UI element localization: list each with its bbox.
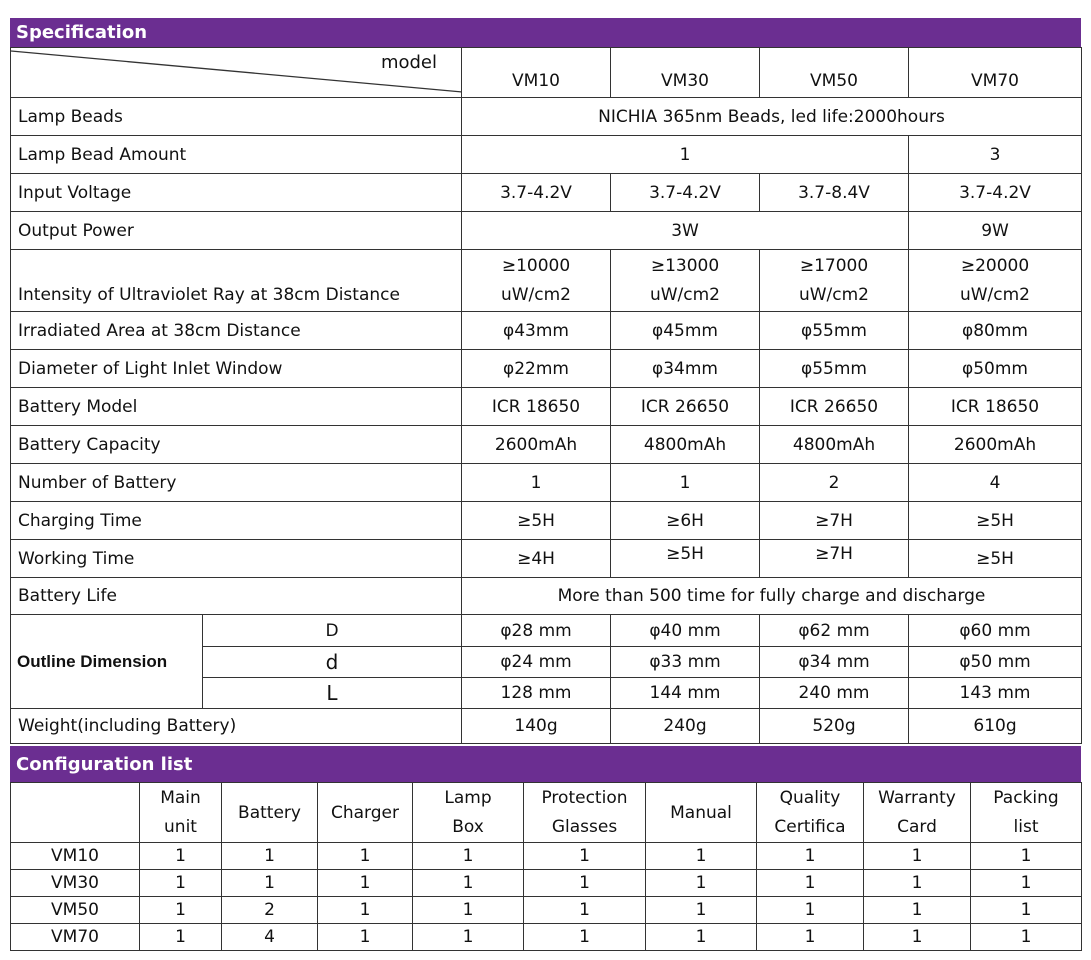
row-weight: [11, 709, 1082, 744]
row-window-diameter: [11, 350, 1082, 388]
label-lamp-beads: Lamp Beads: [11, 98, 462, 136]
config-value-cell: 1: [757, 897, 864, 924]
config-value-cell: 4: [222, 924, 318, 951]
value-cell: 4800mAh: [760, 426, 909, 464]
value-battery-life: More than 500 time for fully charge and discharge: [462, 578, 1082, 615]
spec-header-row: [11, 48, 1082, 98]
value-cell: φ80mm: [909, 312, 1082, 350]
header-line: Warranty: [878, 787, 956, 808]
header-line: unit: [164, 816, 197, 837]
config-value-cell: 1: [318, 843, 413, 870]
config-value-cell: 1: [646, 843, 757, 870]
value-cell: φ50 mm: [909, 647, 1082, 678]
label-intensity: Intensity of Ultraviolet Ray at 38cm Distance: [11, 250, 462, 312]
header-line: Certifica: [774, 816, 846, 837]
config-header-blank: [11, 783, 140, 843]
config-value-cell: 1: [971, 924, 1082, 951]
intensity-value: ≥13000: [650, 255, 720, 276]
row-outline-D: [11, 615, 1082, 647]
value-cell: φ50mm: [909, 350, 1082, 388]
value-cell: 3.7-4.2V: [611, 174, 760, 212]
value-cell: ≥5H: [909, 540, 1082, 578]
config-header-battery: Battery: [222, 783, 318, 843]
config-header-quality-certificate: [757, 783, 864, 843]
label-outline-d: d: [203, 647, 462, 678]
value-cell: φ55mm: [760, 312, 909, 350]
config-value-cell: 1: [413, 897, 524, 924]
value-cell: φ55mm: [760, 350, 909, 388]
value-cell: 3.7-4.2V: [909, 174, 1082, 212]
config-value-cell: 1: [318, 924, 413, 951]
row-output-power: [11, 212, 1082, 250]
row-battery-capacity: [11, 426, 1082, 464]
config-value-cell: 1: [318, 870, 413, 897]
config-header-warranty-card: [864, 783, 971, 843]
config-value-cell: 1: [646, 870, 757, 897]
value-cell: φ24 mm: [462, 647, 611, 678]
config-value-cell: 1: [140, 870, 222, 897]
intensity-unit: uW/cm2: [798, 284, 870, 305]
value-cell: ICR 18650: [909, 388, 1082, 426]
value-cell: 3.7-8.4V: [760, 174, 909, 212]
config-value-cell: 1: [646, 897, 757, 924]
config-value-cell: 1: [971, 843, 1082, 870]
header-line: Card: [897, 816, 937, 837]
config-value-cell: 1: [318, 897, 413, 924]
config-model-cell: VM50: [11, 897, 140, 924]
value-cell: ICR 26650: [760, 388, 909, 426]
model-header-vm70: VM70: [909, 48, 1082, 98]
config-value-cell: 1: [524, 897, 646, 924]
value-cell: 143 mm: [909, 678, 1082, 709]
value-cell: ≥6H: [611, 502, 760, 540]
label-working-time: Working Time: [11, 540, 462, 578]
header-line: Lamp: [444, 787, 492, 808]
label-battery-life: Battery Life: [11, 578, 462, 615]
config-value-cell: 1: [413, 924, 524, 951]
value-lamp-bead-amount-vm10-50: 1: [462, 136, 909, 174]
value-cell: ≥5H: [611, 540, 760, 578]
value-cell: 520g: [760, 709, 909, 744]
config-value-cell: 2: [222, 897, 318, 924]
value-cell: ≥4H: [462, 540, 611, 578]
config-value-cell: 1: [524, 843, 646, 870]
table-row: [11, 897, 1082, 924]
label-irradiated-area: Irradiated Area at 38cm Distance: [11, 312, 462, 350]
value-cell: ICR 26650: [611, 388, 760, 426]
intensity-value: ≥10000: [501, 255, 571, 276]
row-lamp-beads: [11, 98, 1082, 136]
row-working-time: [11, 540, 1082, 578]
config-header-packing-list: [971, 783, 1082, 843]
value-cell: φ22mm: [462, 350, 611, 388]
header-line: Main: [160, 787, 201, 808]
intensity-value: ≥17000: [799, 255, 869, 276]
value-cell: [909, 250, 1082, 312]
config-value-cell: 1: [222, 870, 318, 897]
model-diagonal-header: [11, 48, 462, 98]
table-row: [11, 870, 1082, 897]
label-charging-time: Charging Time: [11, 502, 462, 540]
label-input-voltage: Input Voltage: [11, 174, 462, 212]
config-value-cell: 1: [413, 843, 524, 870]
config-header-row: [11, 783, 1082, 843]
value-cell: 1: [462, 464, 611, 502]
value-cell: φ45mm: [611, 312, 760, 350]
config-value-cell: 1: [646, 924, 757, 951]
value-cell: 4: [909, 464, 1082, 502]
config-value-cell: 1: [864, 843, 971, 870]
label-outline-D: D: [203, 615, 462, 647]
row-charging-time: [11, 502, 1082, 540]
row-battery-life: [11, 578, 1082, 615]
value-cell: 140g: [462, 709, 611, 744]
config-value-cell: 1: [864, 897, 971, 924]
value-cell: φ34 mm: [760, 647, 909, 678]
config-value-cell: 1: [757, 843, 864, 870]
config-header-lamp-box: [413, 783, 524, 843]
configuration-table: [10, 782, 1082, 951]
value-lamp-bead-amount-vm70: 3: [909, 136, 1082, 174]
value-cell: φ33 mm: [611, 647, 760, 678]
label-battery-capacity: Battery Capacity: [11, 426, 462, 464]
value-cell: 610g: [909, 709, 1082, 744]
config-header-manual: Manual: [646, 783, 757, 843]
specification-title: Specification: [16, 22, 148, 43]
value-cell: φ34mm: [611, 350, 760, 388]
value-output-power-vm10-50: 3W: [462, 212, 909, 250]
config-header-protection-glasses: [524, 783, 646, 843]
header-line: Quality: [779, 787, 841, 808]
value-cell: 4800mAh: [611, 426, 760, 464]
config-value-cell: 1: [222, 843, 318, 870]
value-output-power-vm70: 9W: [909, 212, 1082, 250]
value-cell: 2600mAh: [909, 426, 1082, 464]
specification-banner: [10, 18, 1081, 47]
value-cell: ICR 18650: [462, 388, 611, 426]
row-battery-model: [11, 388, 1082, 426]
value-cell: φ28 mm: [462, 615, 611, 647]
value-cell: 2600mAh: [462, 426, 611, 464]
model-header-vm50: VM50: [760, 48, 909, 98]
config-value-cell: 1: [140, 843, 222, 870]
value-cell: φ43mm: [462, 312, 611, 350]
value-cell: 240 mm: [760, 678, 909, 709]
row-irradiated-area: [11, 312, 1082, 350]
value-cell: 1: [611, 464, 760, 502]
label-weight: Weight(including Battery): [11, 709, 462, 744]
row-input-voltage: [11, 174, 1082, 212]
config-value-cell: 1: [971, 870, 1082, 897]
value-cell: 240g: [611, 709, 760, 744]
row-battery-number: [11, 464, 1082, 502]
value-cell: [462, 250, 611, 312]
config-value-cell: 1: [757, 924, 864, 951]
label-battery-model: Battery Model: [11, 388, 462, 426]
label-lamp-bead-amount: Lamp Bead Amount: [11, 136, 462, 174]
config-value-cell: 1: [757, 870, 864, 897]
configuration-title: Configuration list: [16, 754, 193, 775]
row-lamp-bead-amount: [11, 136, 1082, 174]
value-cell: φ40 mm: [611, 615, 760, 647]
intensity-unit: uW/cm2: [959, 284, 1031, 305]
config-model-cell: VM10: [11, 843, 140, 870]
config-value-cell: 1: [971, 897, 1082, 924]
config-value-cell: 1: [524, 924, 646, 951]
value-cell: [611, 250, 760, 312]
header-line: Packing: [993, 787, 1059, 808]
configuration-banner: [10, 746, 1081, 782]
value-cell: 128 mm: [462, 678, 611, 709]
value-cell: [760, 250, 909, 312]
config-header-main-unit: [140, 783, 222, 843]
model-header-vm10: VM10: [462, 48, 611, 98]
header-line: Box: [452, 816, 484, 837]
model-header-label: model: [380, 52, 437, 73]
value-cell: ≥5H: [462, 502, 611, 540]
config-value-cell: 1: [413, 870, 524, 897]
value-cell: 144 mm: [611, 678, 760, 709]
value-cell: φ62 mm: [760, 615, 909, 647]
header-line: list: [1013, 816, 1039, 837]
specification-table: [10, 47, 1082, 744]
intensity-value: ≥20000: [960, 255, 1030, 276]
intensity-unit: uW/cm2: [649, 284, 721, 305]
config-value-cell: 1: [140, 924, 222, 951]
label-output-power: Output Power: [11, 212, 462, 250]
model-header-vm30: VM30: [611, 48, 760, 98]
value-cell: ≥5H: [909, 502, 1082, 540]
row-intensity: [11, 250, 1082, 312]
label-outline-dimension: Outline Dimension: [11, 615, 203, 709]
header-line: Glasses: [551, 816, 618, 837]
intensity-unit: uW/cm2: [500, 284, 572, 305]
label-window-diameter: Diameter of Light Inlet Window: [11, 350, 462, 388]
value-cell: ≥7H: [760, 502, 909, 540]
table-row: [11, 924, 1082, 951]
value-cell: ≥7H: [760, 540, 909, 578]
label-outline-L: L: [203, 678, 462, 709]
config-value-cell: 1: [140, 897, 222, 924]
value-cell: φ60 mm: [909, 615, 1082, 647]
value-cell: 2: [760, 464, 909, 502]
value-lamp-beads: NICHIA 365nm Beads, led life:2000hours: [462, 98, 1082, 136]
config-header-charger: Charger: [318, 783, 413, 843]
config-value-cell: 1: [864, 924, 971, 951]
config-model-cell: VM30: [11, 870, 140, 897]
config-value-cell: 1: [524, 870, 646, 897]
header-line: Protection: [541, 787, 628, 808]
table-row: [11, 843, 1082, 870]
value-cell: 3.7-4.2V: [462, 174, 611, 212]
label-battery-number: Number of Battery: [11, 464, 462, 502]
config-value-cell: 1: [864, 870, 971, 897]
config-model-cell: VM70: [11, 924, 140, 951]
